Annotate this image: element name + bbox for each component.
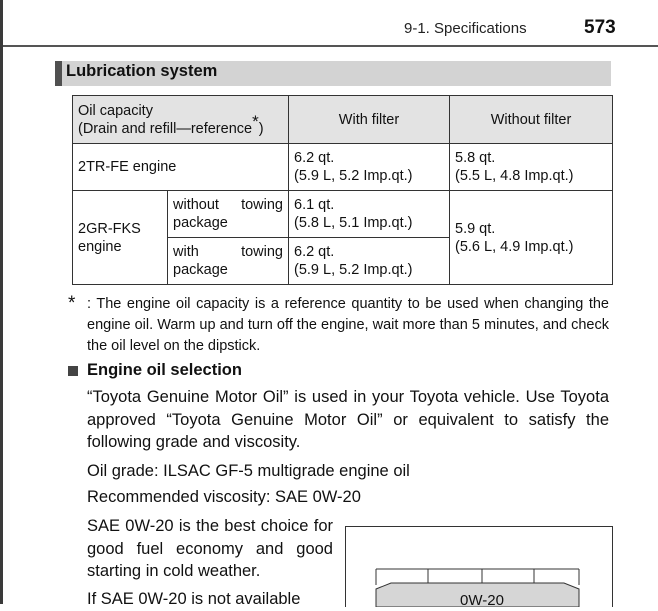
table-header-row [73, 96, 613, 144]
value-cell [289, 238, 450, 285]
paragraph-recommended-viscosity: Recommended viscosity: SAE 0W-20 [87, 488, 361, 506]
page-number: 573 [584, 17, 616, 38]
towing-word: towing [241, 244, 283, 260]
towing-word: towing [241, 197, 283, 213]
towing-option-line1 [173, 196, 283, 214]
paragraph-oil-grade: Oil grade: ILSAC GF-5 multigrade engine oil [87, 462, 410, 480]
paragraph-not-available: If SAE 0W-20 is not available [87, 590, 301, 608]
header-oil-capacity-line2 [78, 111, 283, 138]
towing-option-line2: package [173, 215, 228, 231]
value-qt: 6.2 qt. [294, 150, 335, 166]
paragraph-genuine-oil: “Toyota Genuine Motor Oil” is used in your Toyota vehicle. Use Toyota approved “Toyota Genuine Motor Oil” or equivalent to satisfy the following grade and viscosity. [87, 388, 609, 451]
engine-2gr-line1: 2GR-FKS [78, 220, 141, 237]
viscosity-chart-graphic [346, 527, 612, 607]
header-section-label: 9-1. Specifications [404, 20, 527, 37]
subsection-title: Engine oil selection [87, 361, 242, 379]
value-cell [289, 191, 450, 238]
table-row [73, 191, 613, 238]
viscosity-range-label: 0W-20 [460, 592, 504, 607]
towing-option-line1 [173, 243, 283, 261]
header-with-filter: With filter [289, 96, 450, 144]
header-oil-capacity-line1: Oil capacity [78, 102, 153, 119]
value-qt: 6.2 qt. [294, 244, 335, 260]
value-qt: 6.1 qt. [294, 197, 335, 213]
oil-capacity-table [72, 95, 613, 285]
header-oil-capacity-close: ) [258, 120, 264, 137]
value-cell [450, 144, 613, 191]
engine-2gr-cell [73, 191, 168, 285]
towing-option-cell [168, 238, 289, 285]
subsection-bullet-icon [68, 366, 78, 376]
section-title: Lubrication system [66, 62, 218, 80]
value-cell [450, 191, 613, 285]
header-oil-capacity-cell [73, 96, 289, 144]
page-left-border [0, 0, 3, 604]
value-qt: 5.8 qt. [455, 150, 496, 166]
engine-2tr-cell: 2TR-FE engine [73, 144, 289, 191]
paragraph-best-choice: SAE 0W-20 is the best choice for good fuel economy and good starting in cold weather. [87, 517, 333, 580]
towing-word: without [173, 197, 219, 213]
header-divider [3, 45, 658, 47]
value-metric: (5.9 L, 5.2 Imp.qt.) [294, 262, 413, 278]
footnote-marker: * [252, 111, 259, 131]
value-metric: (5.9 L, 5.2 Imp.qt.) [294, 168, 413, 184]
header-without-filter: Without filter [450, 96, 613, 144]
table-row [73, 144, 613, 191]
section-title-accent [55, 61, 62, 86]
value-metric: (5.5 L, 4.8 Imp.qt.) [455, 168, 574, 184]
towing-word: with [173, 244, 199, 260]
footnote-star: * [68, 293, 76, 314]
value-metric: (5.8 L, 5.1 Imp.qt.) [294, 215, 413, 231]
value-cell [289, 144, 450, 191]
viscosity-figure [345, 526, 613, 607]
header-oil-capacity-text: (Drain and refill—reference [78, 120, 253, 137]
engine-2gr-line2: engine [78, 238, 122, 255]
value-qt: 5.9 qt. [455, 220, 496, 237]
towing-option-line2: package [173, 262, 228, 278]
footnote-text: : The engine oil capacity is a reference quantity to be used when changing the engine oil. Warm up and turn off the engine, wait more than 5 minutes, and check the oil level on the dipstick. [87, 296, 609, 354]
towing-option-cell [168, 191, 289, 238]
value-metric: (5.6 L, 4.9 Imp.qt.) [455, 238, 574, 255]
